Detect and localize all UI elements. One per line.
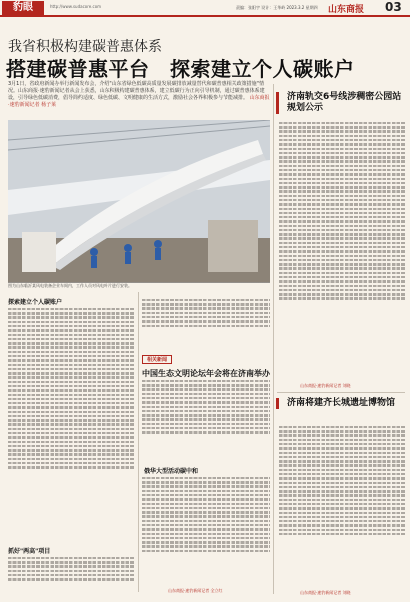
related-news-title: 中国生态文明论坛年会将在济南举办: [142, 369, 270, 378]
edition-meta: 责编：张阳宇 设计：王华岭 2023.3.2 星期四: [236, 5, 318, 10]
lede-text: 3月1日，省政府新闻办举行新闻发布会，介绍"山东省绿色低碳高质量发展碳排放减量替代和碳普惠相关政策措施"情况。山东商报·速豹新闻记者从会上获悉，山东积极构建碳普惠体系，建立低碳行为正向引导机制，通过碳普惠体系建设，引导绿色低碳消费，倡导简约适度、绿色低碳、文明健康的生活方式，激励社会各界积极参与节能减排。: [8, 81, 265, 101]
page-number: 03: [385, 0, 402, 14]
lede-paragraph: [8, 81, 270, 109]
column-rule: [273, 84, 274, 594]
lede-signature: 山东商报·速豹新闻记者 杨子莱: [8, 95, 270, 108]
related-news-body: [142, 378, 270, 462]
sidebar-museum-body: [279, 424, 405, 586]
kicker-headline: 我省积极构建碳普惠体系: [8, 39, 162, 55]
subhead-two-high-projects: 抓好"两高"项目: [8, 548, 51, 555]
wind-blade-illustration: [8, 120, 270, 282]
sidebar-metro-signature: 山东商报·速豹新闻记者 刘晓: [300, 383, 351, 388]
photo-caption: 图为山东临沂某风电装备企业车间内，工作人员对风电叶片进行安装。: [8, 283, 270, 288]
section-tag: 豹眼: [2, 1, 44, 15]
sidebar-museum-title: 济南将建齐长城遗址博物馆: [276, 398, 406, 409]
sidebar-metro-title: 济南轨交6号线涉稠密公园站规划公示: [276, 92, 406, 114]
related-news-tag: 相关新闻: [142, 355, 172, 364]
site-url: http://www.sudacore.com: [50, 4, 102, 9]
masthead: [0, 0, 410, 17]
subhead-personal-account: 探索建立个人碳账户: [8, 299, 63, 306]
sidebar-museum-story: [276, 398, 406, 409]
article-column-middle-top: [142, 297, 270, 343]
sidebar-metro-story: [276, 92, 406, 114]
article-column-left: [8, 306, 135, 542]
main-headline: 搭建碳普惠平台 探索建立个人碳账户: [6, 57, 355, 81]
related-news-box: [142, 346, 270, 379]
column-rule: [138, 292, 139, 592]
sidebar-museum-signature: 山东商报·速豹新闻记者 刘晓: [300, 590, 351, 595]
related-news-signature: 山东商报·速豹新闻记者 全立红: [168, 588, 223, 593]
paper-name: 山东商报: [328, 5, 365, 15]
article-column-left-bottom: [8, 555, 135, 595]
section-divider: [277, 392, 405, 393]
sidebar-metro-body: [279, 120, 405, 382]
article-column-middle-bottom: [142, 475, 270, 587]
subhead-carbon-neutral-events: 俄华大型活动碳中和: [144, 468, 199, 475]
feature-photo: [8, 120, 270, 288]
